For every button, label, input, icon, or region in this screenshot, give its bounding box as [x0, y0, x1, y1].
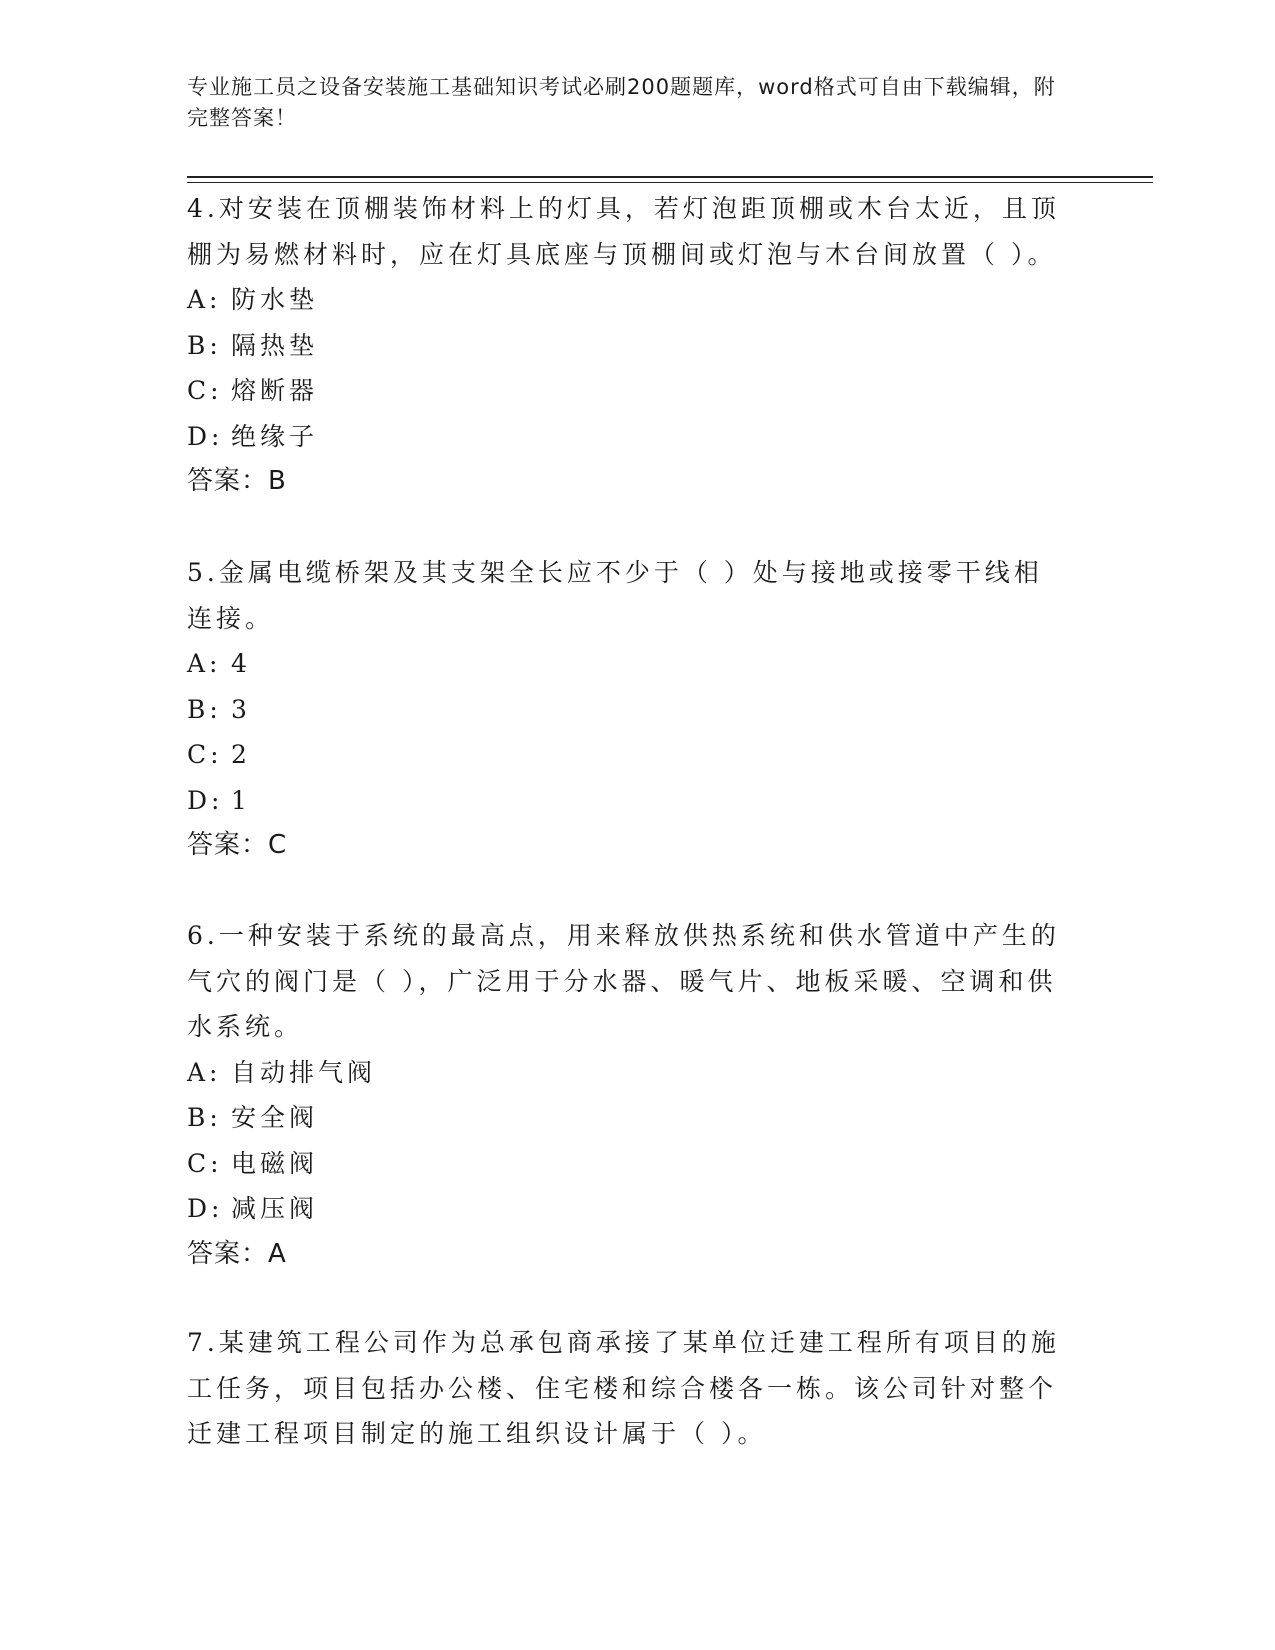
option-b	[187, 323, 1067, 369]
option-c	[187, 732, 1067, 778]
option-letter: D:	[187, 1194, 224, 1223]
option-text: 电磁阀	[231, 1148, 319, 1178]
option-letter: B:	[187, 330, 222, 360]
option-letter: D:	[187, 421, 224, 451]
option-text: 安全阀	[231, 1103, 319, 1132]
option-letter: C:	[187, 376, 223, 405]
option-a	[187, 277, 1067, 323]
option-text: 3	[231, 694, 251, 724]
option-d	[187, 414, 1067, 460]
option-letter: C:	[187, 740, 223, 769]
option-a	[187, 1050, 1067, 1096]
answer-line: 答案：C	[187, 830, 288, 860]
option-c	[187, 368, 1067, 414]
option-text: 2	[231, 740, 251, 769]
question-5	[187, 550, 1067, 869]
option-text: 绝缘子	[231, 421, 319, 451]
header-divider	[187, 176, 1153, 178]
option-text: 减压阀	[231, 1194, 319, 1223]
option-text: 防水垫	[231, 285, 319, 314]
question-7	[187, 1320, 1067, 1457]
answer-line: 答案：A	[187, 1238, 287, 1269]
option-text: 隔热垫	[231, 330, 319, 360]
question-stem: 5.金属电缆桥架及其支架全长应不少于（ ）处与接地或接零干线相连接。	[187, 558, 1043, 633]
option-text: 4	[231, 649, 251, 678]
option-letter: A:	[187, 1057, 222, 1087]
option-letter: B:	[187, 1103, 222, 1132]
option-letter: A:	[187, 285, 222, 314]
option-text: 自动排气阀	[231, 1057, 377, 1087]
document-header: 专业施工员之设备安装施工基础知识考试必刷200题题库，word格式可自由下载编辑，附完整答案！	[187, 75, 1056, 130]
option-c	[187, 1141, 1067, 1187]
option-letter: A:	[187, 649, 222, 678]
option-b	[187, 1095, 1067, 1141]
header-divider-thin	[187, 182, 1153, 183]
option-letter: D:	[187, 785, 224, 815]
question-4	[187, 186, 1067, 505]
option-text: 熔断器	[231, 376, 319, 405]
option-b	[187, 687, 1067, 733]
question-6	[187, 913, 1067, 1277]
question-stem: 4.对安装在顶棚装饰材料上的灯具，若灯泡距顶棚或木台太近，且顶棚为易燃材料时，应在灯具底座与顶棚间或灯泡与木台间放置（ ）。	[187, 194, 1060, 269]
option-letter: C:	[187, 1148, 223, 1178]
option-a	[187, 641, 1067, 687]
option-d	[187, 1186, 1067, 1232]
option-letter: B:	[187, 694, 222, 724]
option-text: 1	[231, 785, 251, 815]
option-d	[187, 778, 1067, 824]
answer-line: 答案：B	[187, 466, 287, 496]
question-stem: 7.某建筑工程公司作为总承包商承接了某单位迁建工程所有项目的施工任务，项目包括办公楼、住宅楼和综合楼各一栋。该公司针对整个迁建工程项目制定的施工组织设计属于（ ）。	[187, 1328, 1060, 1448]
question-stem: 6.一种安装于系统的最高点，用来释放供热系统和供水管道中产生的气穴的阀门是（ ），广泛用于分水器、暖气片、地板采暖、空调和供水系统。	[187, 921, 1060, 1041]
